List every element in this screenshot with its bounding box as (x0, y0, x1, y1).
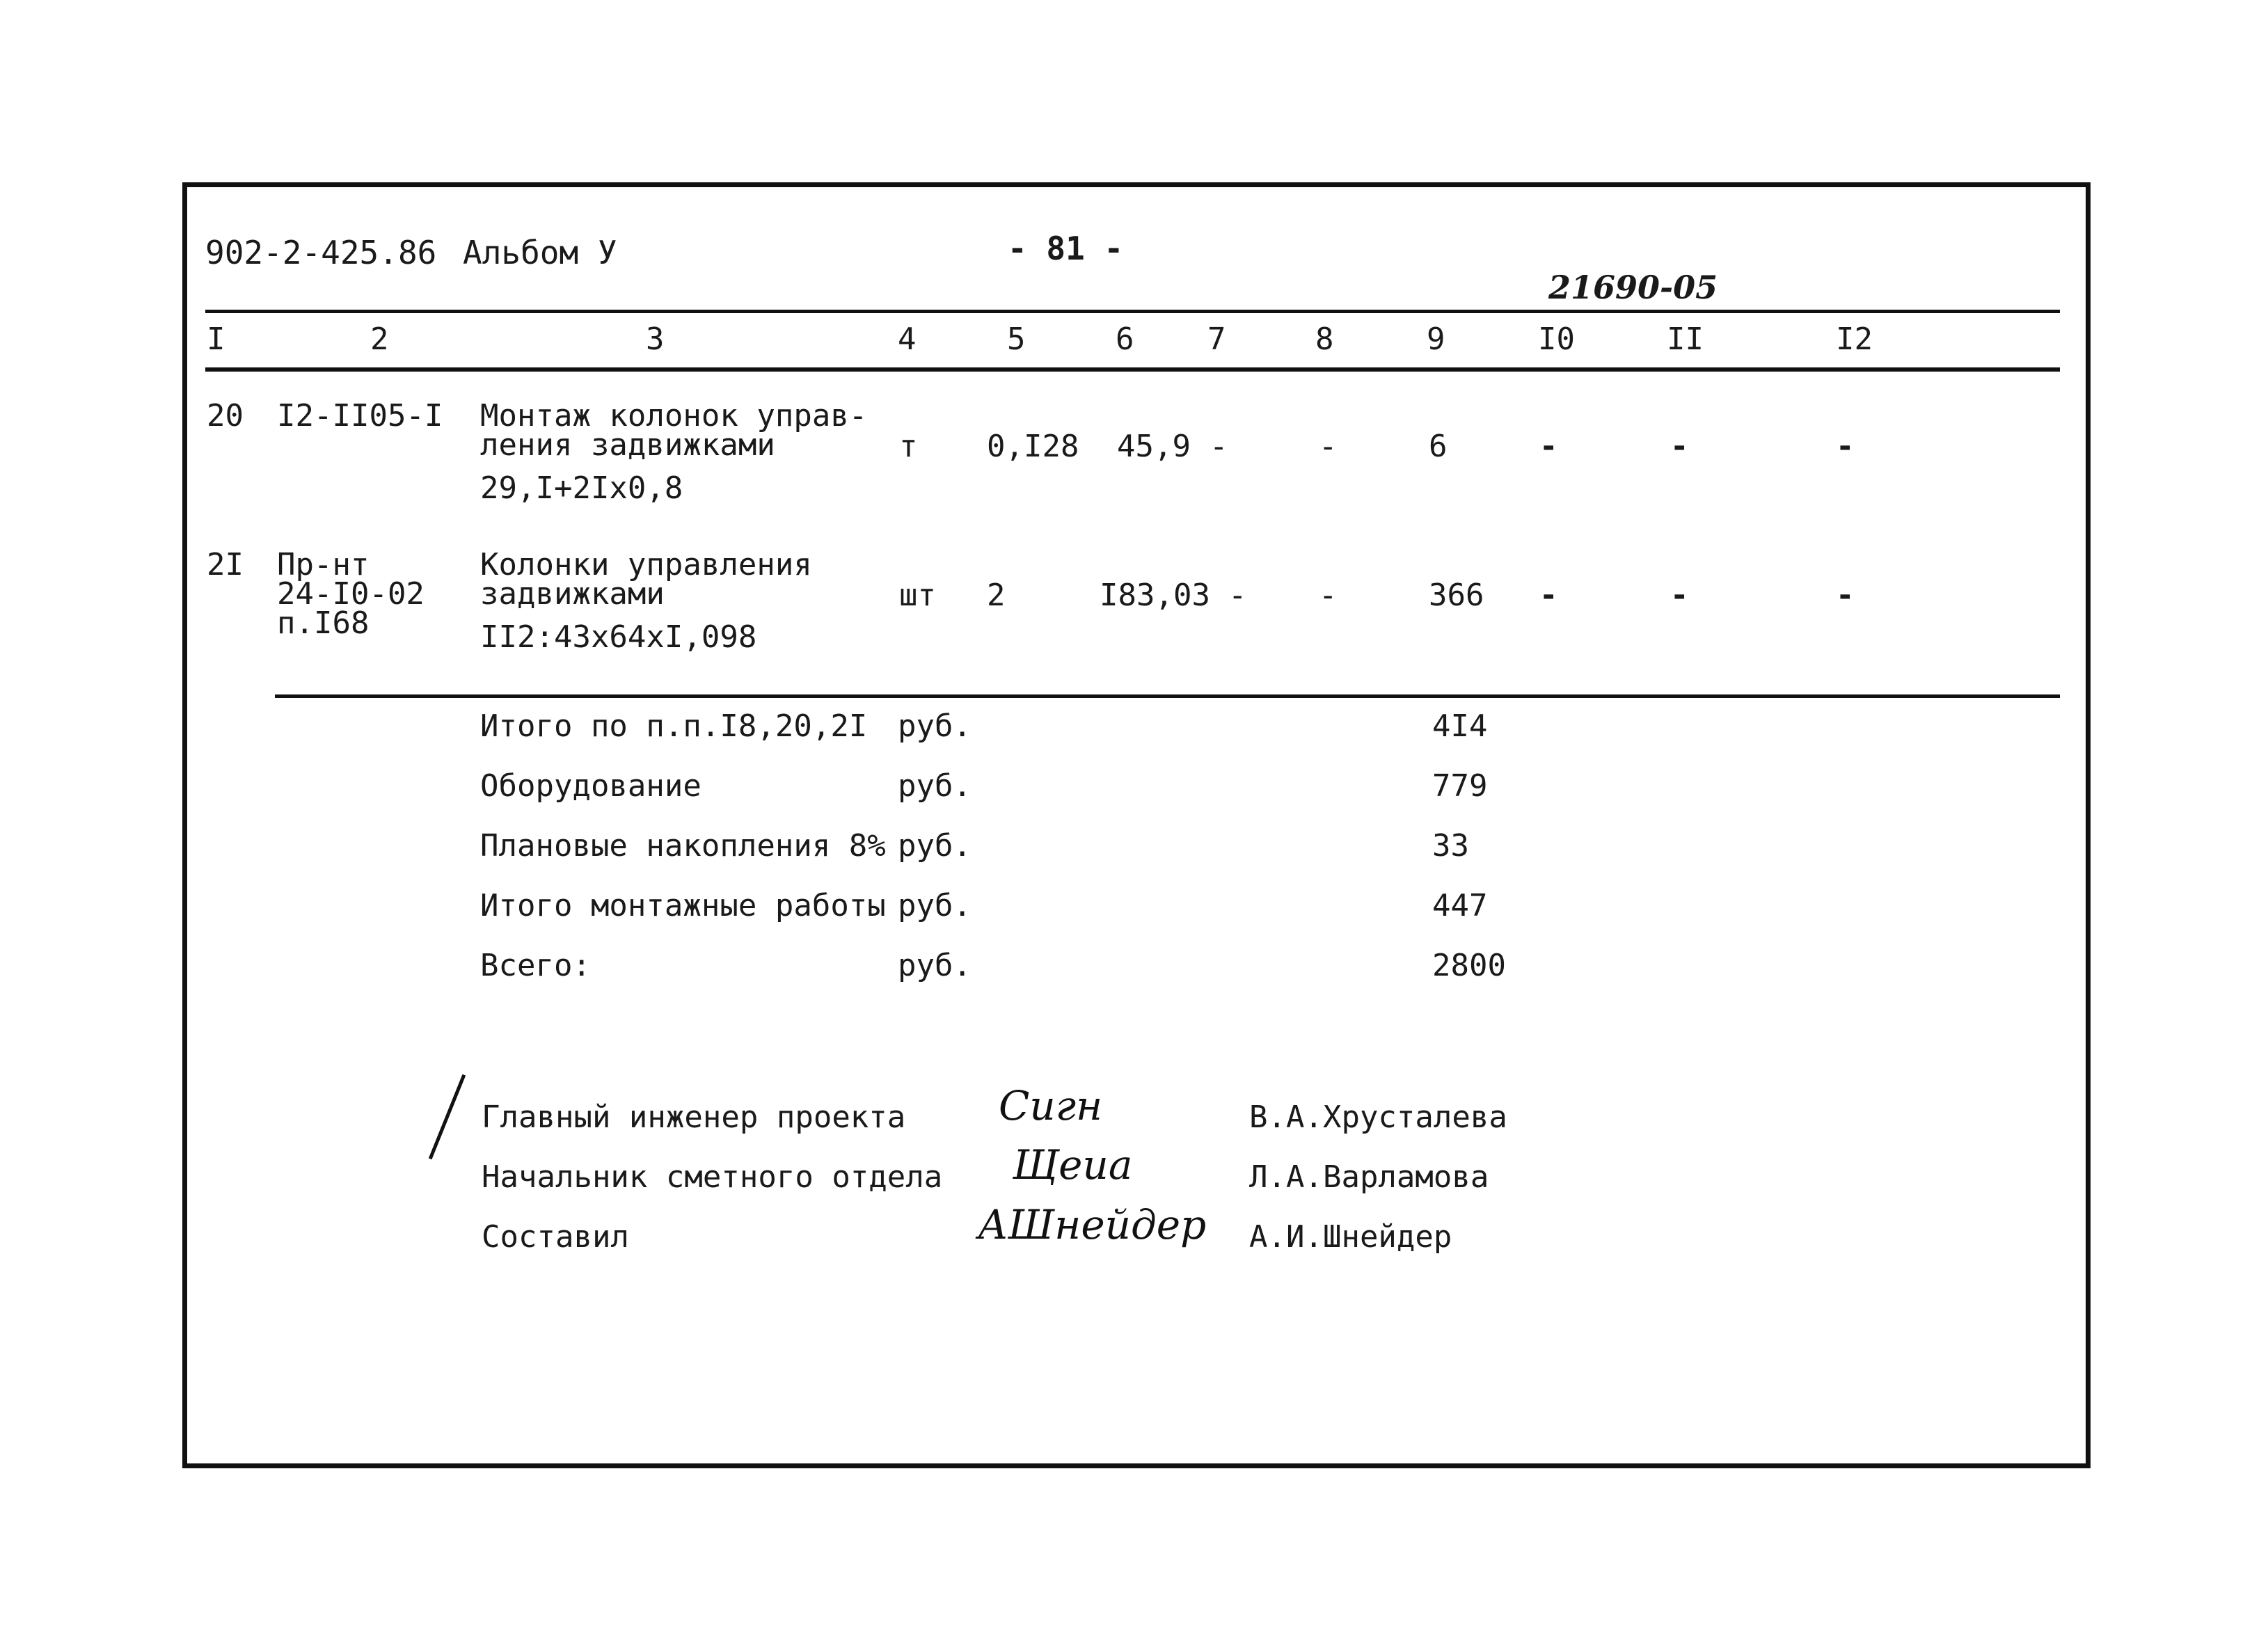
row-desc-line: 29,I+2Ix0,8 (480, 470, 683, 506)
row-col8: - (1319, 578, 1338, 613)
row-desc-line: задвижками (480, 576, 665, 612)
col-header-1: I (207, 321, 225, 357)
signature-name: А.И.Шнейдер (1249, 1219, 1452, 1255)
page-number: - 81 - (1008, 230, 1124, 267)
row-desc-line: Монтаж колонок управ- (480, 398, 868, 434)
col-header-10: I0 (1538, 321, 1575, 357)
summary-rule (275, 694, 2060, 698)
col-header-7: 7 (1207, 321, 1226, 357)
summary-unit: руб. (898, 828, 972, 864)
header-bottom-rule (205, 367, 2060, 372)
row-code-line: п.I68 (277, 605, 370, 641)
summary-value: 4I4 (1432, 708, 1488, 744)
signature-role: Начальник сметного отдела (482, 1159, 943, 1195)
row-col10: - (1539, 578, 1558, 613)
col-header-8: 8 (1315, 321, 1334, 357)
signature-role: Составил (482, 1219, 629, 1255)
row-total: 366 (1429, 578, 1484, 613)
row-price: I83,03 (1100, 578, 1210, 613)
row-col10: - (1539, 429, 1558, 464)
col-header-2: 2 (370, 321, 389, 357)
signature-name: Л.А.Варламова (1249, 1159, 1489, 1195)
summary-value: 2800 (1432, 948, 1506, 983)
row-col11: - (1670, 578, 1689, 613)
summary-value: 33 (1432, 828, 1469, 864)
row-code-line: Пр-нт (277, 547, 370, 582)
summary-value: 447 (1432, 888, 1488, 923)
col-header-5: 5 (1007, 321, 1026, 357)
row-unit: шт (899, 578, 936, 613)
summary-unit: руб. (898, 888, 972, 923)
col-header-12: I2 (1836, 321, 1873, 357)
row-desc-line: II2:43x64xI,098 (480, 619, 757, 655)
page-frame (182, 182, 2091, 1468)
row-col11: - (1670, 429, 1689, 464)
summary-label: Плановые накопления 8% (480, 828, 886, 864)
summary-label: Итого по п.п.I8,20,2I (480, 708, 868, 744)
summary-label: Оборудование (480, 768, 701, 804)
doc-code: 902-2-425.86 (205, 234, 437, 271)
col-header-3: 3 (646, 321, 665, 357)
summary-unit: руб. (898, 948, 972, 983)
row-number: 20 (207, 398, 244, 434)
row-total: 6 (1429, 429, 1448, 464)
col-header-4: 4 (898, 321, 917, 357)
header-top-rule (205, 310, 2060, 313)
handwritten-signature: Сигн (999, 1082, 1103, 1129)
row-qty: 0,I28 (987, 429, 1079, 464)
row-col7: - (1228, 578, 1247, 613)
summary-unit: руб. (898, 768, 972, 804)
doc-number: 21690-05 (1548, 269, 1718, 306)
handwritten-signature: АШнейдер (978, 1201, 1207, 1248)
signature-role: Главный инженер проекта (482, 1099, 906, 1135)
row-col8: - (1319, 429, 1338, 464)
row-desc-line: ления задвижками (480, 427, 775, 463)
row-col12: - (1836, 578, 1855, 613)
handwritten-signature: Щеиа (1013, 1141, 1133, 1189)
summary-label: Всего: (480, 948, 591, 983)
row-unit: т (899, 429, 918, 464)
summary-label: Итого монтажные работы (480, 888, 886, 923)
row-number: 2I (207, 547, 244, 582)
col-header-9: 9 (1427, 321, 1445, 357)
row-price: 45,9 (1117, 429, 1191, 464)
row-col7: - (1210, 429, 1228, 464)
signature-name: В.А.Хрусталева (1249, 1099, 1507, 1135)
row-code-line: 24-I0-02 (277, 576, 425, 612)
album-label: Альбом У (463, 234, 617, 271)
summary-value: 779 (1432, 768, 1488, 804)
summary-unit: руб. (898, 708, 972, 744)
col-header-11: II (1667, 321, 1704, 357)
row-col12: - (1836, 429, 1855, 464)
row-qty: 2 (987, 578, 1006, 613)
col-header-6: 6 (1116, 321, 1134, 357)
row-code-line: I2-II05-I (277, 398, 443, 434)
row-desc-line: Колонки управления (480, 547, 812, 582)
